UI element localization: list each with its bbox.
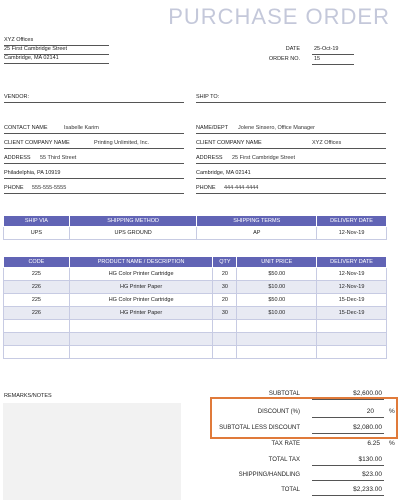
table-row — [4, 346, 387, 359]
divider — [196, 102, 386, 103]
shipping-terms-cell[interactable]: AP — [197, 227, 317, 240]
divider — [312, 64, 354, 65]
column-header: UNIT PRICE — [237, 257, 317, 268]
table-row — [4, 333, 387, 346]
company-city: Cambridge, MA 02141 — [4, 55, 59, 61]
description-cell[interactable] — [69, 320, 213, 333]
code-cell[interactable]: 226 — [4, 281, 70, 294]
column-header: SHIP VIA — [4, 216, 70, 227]
qty-cell[interactable] — [213, 346, 237, 359]
divider — [4, 193, 184, 194]
unit-price-cell[interactable] — [237, 346, 317, 359]
unit-price-cell[interactable] — [237, 333, 317, 346]
code-cell[interactable] — [4, 346, 70, 359]
delivery-date-cell[interactable]: 12-Nov-19 — [317, 227, 387, 240]
delivery-date-cell[interactable]: 15-Dec-19 — [317, 307, 387, 320]
table-row — [4, 294, 387, 307]
divider — [4, 54, 109, 55]
qty-cell[interactable]: 30 — [213, 281, 237, 294]
tax-rate-value[interactable]: 6.25 — [367, 440, 380, 447]
date-label: DATE — [285, 46, 300, 52]
less-discount-label: SUBTOTAL LESS DISCOUNT — [219, 425, 300, 431]
unit-price-cell[interactable]: $50.00 — [237, 294, 317, 307]
shipping-handling-label: SHIPPING/HANDLING — [238, 472, 300, 478]
delivery-date-cell[interactable] — [317, 320, 387, 333]
divider — [4, 163, 184, 164]
divider — [196, 133, 386, 134]
vendor-address-label: ADDRESS — [4, 155, 31, 161]
discount-value[interactable]: 20 — [366, 408, 374, 415]
code-cell[interactable]: 226 — [4, 307, 70, 320]
shipto-phone-value: 444-444-4444 — [224, 185, 259, 191]
page-title: PURCHASE ORDER — [168, 4, 390, 29]
description-cell[interactable]: HG Color Printer Cartridge — [69, 294, 213, 307]
description-cell[interactable]: HG Color Printer Cartridge — [69, 268, 213, 281]
column-header: CODE — [4, 257, 70, 268]
discount-unit: % — [389, 408, 395, 415]
description-cell[interactable]: HG Printer Paper — [69, 281, 213, 294]
unit-price-cell[interactable]: $10.00 — [237, 307, 317, 320]
delivery-date-cell[interactable] — [317, 346, 387, 359]
shipto-address-value: 25 First Cambridge Street — [232, 155, 295, 161]
delivery-date-cell[interactable]: 12-Nov-19 — [317, 268, 387, 281]
column-header: DELIVERY DATE — [317, 216, 387, 227]
divider — [312, 54, 354, 55]
subtotal-label: SUBTOTAL — [268, 391, 300, 397]
shipping-method-cell[interactable]: UPS GROUND — [69, 227, 197, 240]
vendor-company-value: Printing Unlimited, Inc. — [94, 140, 150, 146]
company-street: 25 First Cambridge Street — [4, 46, 67, 52]
shipto-heading: SHIP TO: — [196, 94, 220, 100]
delivery-date-cell[interactable]: 15-Dec-19 — [317, 294, 387, 307]
divider — [4, 178, 184, 179]
shipto-name-value: Jolene Sinsero, Office Manager — [238, 125, 315, 131]
column-header: SHIPPING METHOD — [69, 216, 197, 227]
total-label: TOTAL — [281, 487, 300, 493]
total-tax-label: TOTAL TAX — [268, 457, 300, 463]
vendor-address-value: 55 Third Street — [40, 155, 77, 161]
items-table — [3, 256, 387, 359]
qty-cell[interactable]: 20 — [213, 268, 237, 281]
total-value: $2,233.00 — [353, 486, 382, 493]
shipping-table — [3, 215, 387, 240]
order-label: ORDER NO. — [268, 56, 300, 62]
vendor-city-value: Philadelphia, PA 10919 — [4, 170, 61, 176]
items-header-row — [4, 257, 387, 268]
divider — [196, 148, 386, 149]
company-name: XYZ Offices — [4, 37, 34, 43]
table-row — [4, 281, 387, 294]
table-row — [4, 227, 387, 240]
subtotal-value: $2,600.00 — [353, 390, 382, 397]
divider — [196, 163, 386, 164]
tax-rate-label: TAX RATE — [271, 441, 300, 447]
vendor-company-label: CLIENT COMPANY NAME — [4, 140, 70, 146]
unit-price-cell[interactable]: $50.00 — [237, 268, 317, 281]
vendor-phone-label: PHONE — [4, 185, 24, 191]
discount-highlight-box — [210, 397, 398, 439]
table-row — [4, 307, 387, 320]
description-cell[interactable] — [69, 346, 213, 359]
ship-via-cell[interactable]: UPS — [4, 227, 70, 240]
divider — [4, 102, 184, 103]
divider — [196, 178, 386, 179]
notes-label: REMARKS/NOTES — [4, 393, 52, 399]
divider — [4, 45, 109, 46]
qty-cell[interactable]: 30 — [213, 307, 237, 320]
vendor-phone-value: 555-555-5555 — [32, 185, 67, 191]
code-cell[interactable]: 225 — [4, 294, 70, 307]
date-value: 25-Oct-19 — [314, 46, 339, 52]
divider — [4, 63, 109, 64]
divider — [196, 193, 386, 194]
table-row — [4, 320, 387, 333]
column-header: DELIVERY DATE — [317, 257, 387, 268]
code-cell[interactable] — [4, 333, 70, 346]
divider — [312, 465, 384, 466]
tax-rate-unit: % — [389, 440, 395, 447]
column-header: SHIPPING TERMS — [197, 216, 317, 227]
qty-cell[interactable] — [213, 320, 237, 333]
shipto-city-value: Cambridge, MA 02141 — [196, 170, 251, 176]
table-row — [4, 268, 387, 281]
shipping-handling-value[interactable]: $23.00 — [362, 471, 382, 478]
column-header: PRODUCT NAME / DESCRIPTION — [69, 257, 213, 268]
shipto-phone-label: PHONE — [196, 185, 216, 191]
order-value: 15 — [314, 56, 321, 62]
description-cell[interactable]: HG Printer Paper — [69, 307, 213, 320]
shipping-header-row — [4, 216, 387, 227]
code-cell[interactable] — [4, 320, 70, 333]
qty-cell[interactable]: 20 — [213, 294, 237, 307]
divider — [312, 495, 384, 496]
divider — [4, 133, 184, 134]
shipto-company-label: CLIENT COMPANY NAME — [196, 140, 262, 146]
less-discount-value: $2,080.00 — [353, 424, 382, 431]
column-header: QTY — [213, 257, 237, 268]
code-cell[interactable]: 225 — [4, 268, 70, 281]
vendor-contact-value: Isabelle Karim — [64, 125, 99, 131]
vendor-contact-label: CONTACT NAME — [4, 125, 48, 131]
discount-label: DISCOUNT (%) — [257, 409, 300, 415]
divider — [312, 480, 384, 481]
qty-cell[interactable] — [213, 333, 237, 346]
unit-price-cell[interactable] — [237, 320, 317, 333]
description-cell[interactable] — [69, 333, 213, 346]
unit-price-cell[interactable]: $10.00 — [237, 281, 317, 294]
shipto-company-value: XYZ Offices — [312, 140, 342, 146]
total-tax-value: $130.00 — [358, 456, 382, 463]
delivery-date-cell[interactable] — [317, 333, 387, 346]
divider — [4, 148, 184, 149]
shipto-address-label: ADDRESS — [196, 155, 223, 161]
shipto-name-label: NAME/DEPT — [196, 125, 229, 131]
delivery-date-cell[interactable]: 12-Nov-19 — [317, 281, 387, 294]
vendor-heading: VENDOR: — [4, 94, 30, 100]
notes-box[interactable] — [3, 403, 181, 500]
